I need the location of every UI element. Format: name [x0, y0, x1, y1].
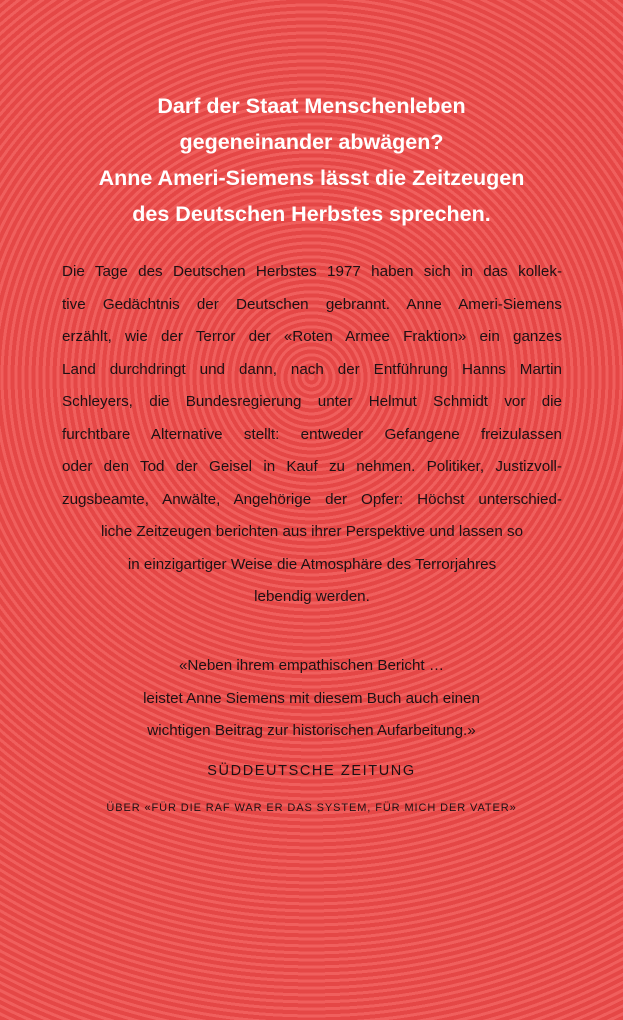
headline [40, 88, 583, 232]
headline-line: Darf der Staat Menschenleben [157, 94, 466, 118]
blurb-line: zugsbeamte, Anwälte, Angehörige der Opfer: Höchst unterschied- [62, 490, 562, 508]
quote-source: SÜDDEUTSCHE ZEITUNG [207, 763, 416, 779]
quote-line: «Neben ihrem empathischen Bericht … [178, 657, 445, 674]
blurb-line: liche Zeitzeugen berichten aus ihrer Perspektive und lassen so [100, 523, 524, 540]
press-quote [40, 650, 583, 748]
blurb-line: Schleyers, die Bundesregierung unter Helmut Schmidt vor die [62, 393, 562, 410]
blurb-line: furchtbare Alternative stellt: entweder Gefangene freizulassen [62, 425, 562, 443]
blurb-line: Land durchdringt und dann, nach der Entführung Hanns Martin [62, 360, 562, 378]
blurb-line: erzählt, wie der Terror der «Roten Armee Fraktion» ein ganzes [62, 328, 562, 345]
blurb-line: Die Tage des Deutschen Herbstes 1977 haben sich in das kollek- [62, 263, 562, 280]
blurb-line: lebendig werden. [254, 588, 370, 605]
headline-line: des Deutschen Herbstes sprechen. [132, 202, 491, 226]
headline-line: gegeneinander abwägen? [179, 130, 444, 154]
blurb-line: in einzigartiger Weise die Atmosphäre des Terrorjahres [127, 555, 497, 573]
quote-line: wichtigen Beitrag zur historischen Aufarbeitung.» [147, 722, 476, 739]
blurb-line: tive Gedächtnis der Deutschen gebrannt. Anne Ameri-Siemens [62, 295, 562, 313]
quote-line: leistet Anne Siemens mit diesem Buch auch einen [143, 689, 480, 707]
blurb-line: oder den Tod der Geisel in Kauf zu nehmen. Politiker, Justizvoll- [62, 458, 562, 475]
quote-source-detail: ÜBER «FÜR DIE RAF WAR ER DAS SYSTEM, FÜR MICH DER VATER» [106, 802, 517, 814]
blurb-text [62, 256, 562, 614]
headline-line: Anne Ameri-Siemens lässt die Zeitzeugen [98, 166, 525, 190]
